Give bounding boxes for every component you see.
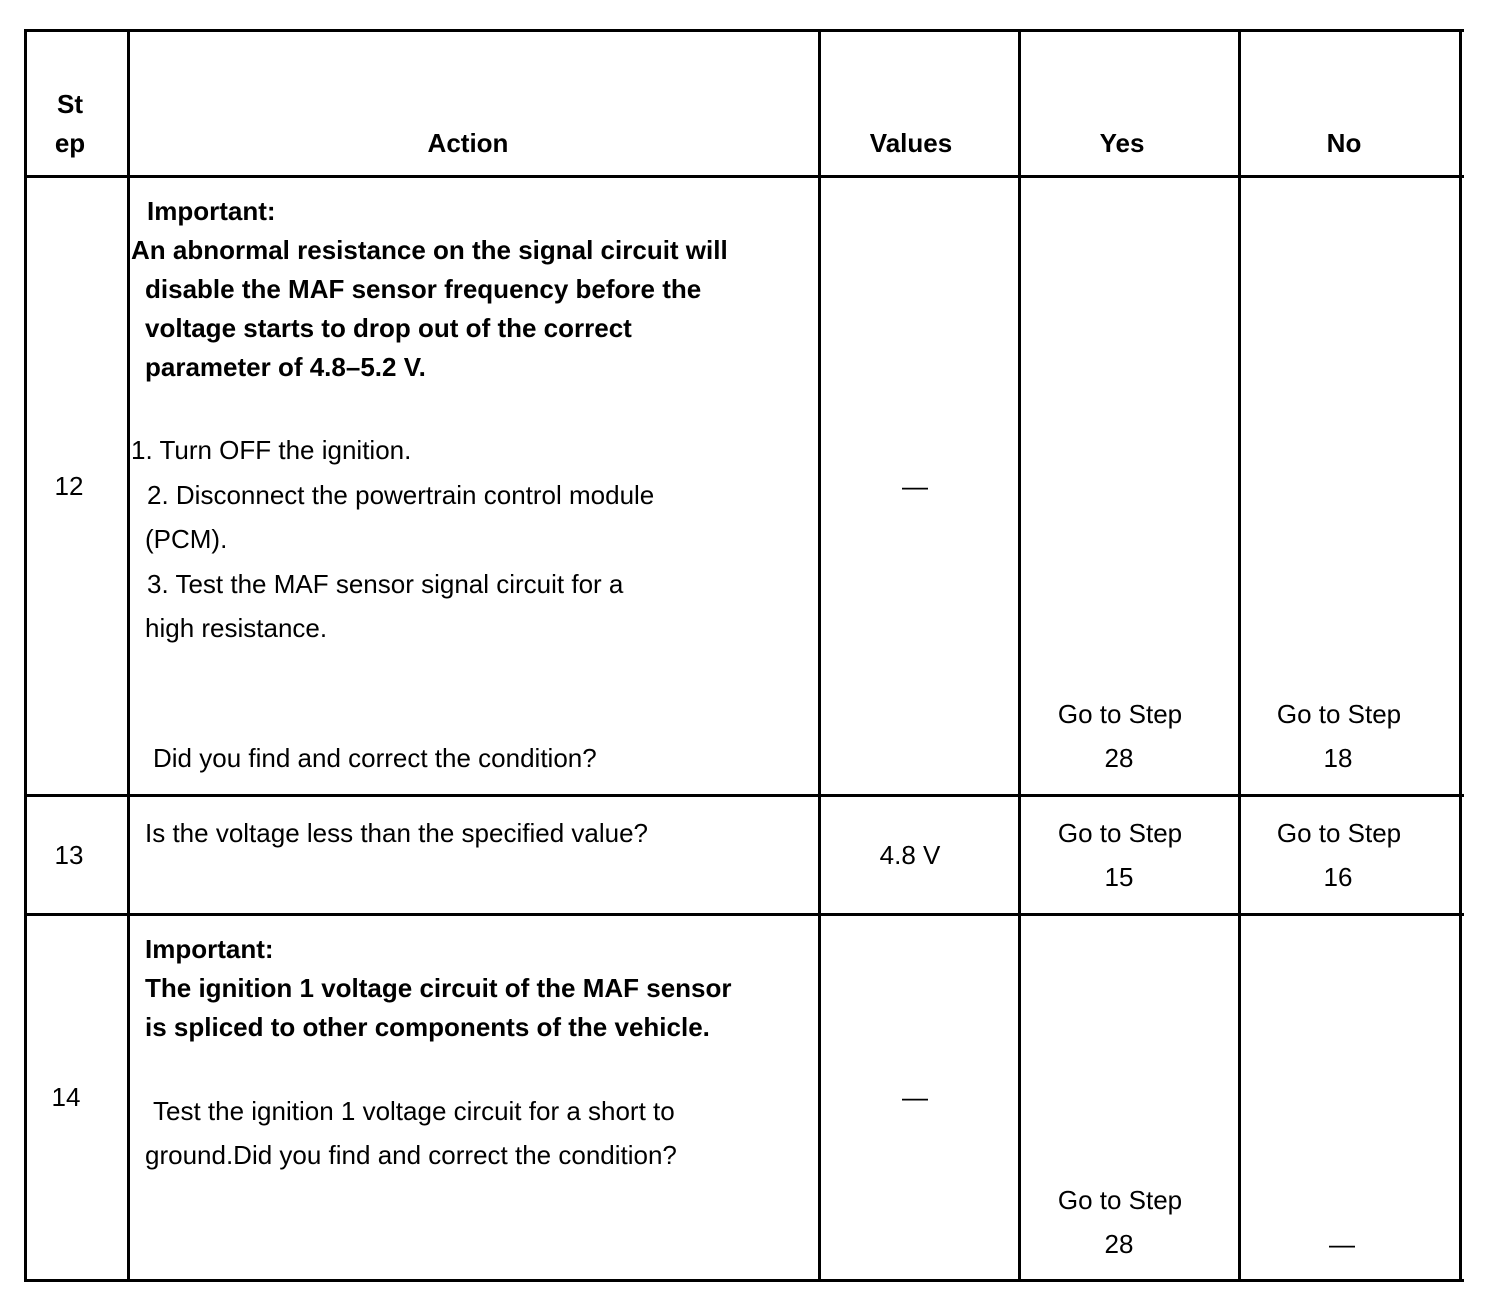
row-divider [24, 913, 1464, 916]
header-step-line2: ep [54, 128, 86, 158]
row-divider [24, 794, 1464, 797]
column-divider [818, 29, 821, 1282]
procedure-step: (PCM). [145, 524, 228, 554]
value-cell: — [902, 1082, 928, 1112]
header-step-line1: St [57, 89, 83, 119]
question-text: Did you find and correct the condition? [153, 743, 597, 773]
important-text: voltage starts to drop out of the correct [145, 313, 632, 343]
table-border-top [24, 29, 1464, 32]
important-text: is spliced to other components of the vehicle. [145, 1012, 710, 1042]
no-goto: Go to Step [1276, 818, 1402, 848]
step-number: 12 [54, 471, 84, 501]
important-text: The ignition 1 voltage circuit of the MAF sensor [145, 973, 732, 1003]
procedure-step: 2. Disconnect the powertrain control module [147, 480, 655, 510]
yes-goto: Go to Step [1057, 1185, 1183, 1215]
table-border-left [24, 29, 27, 1282]
column-divider [1018, 29, 1021, 1282]
column-divider [1238, 29, 1241, 1282]
procedure-text: Test the ignition 1 voltage circuit for a short to [153, 1096, 675, 1126]
no-goto-step: 16 [1323, 862, 1353, 892]
important-text: parameter of 4.8–5.2 V. [145, 352, 426, 382]
header-yes: Yes [1099, 128, 1145, 158]
procedure-step: 3. Test the MAF sensor signal circuit for a [147, 569, 624, 599]
yes-goto-step: 28 [1104, 743, 1134, 773]
yes-goto-step: 28 [1104, 1229, 1134, 1259]
header-values: Values [869, 128, 953, 158]
yes-goto-step: 15 [1104, 862, 1134, 892]
important-title: Important: [145, 934, 274, 964]
important-title: Important: [147, 196, 276, 226]
step-number: 14 [51, 1082, 81, 1112]
value-cell: — [902, 471, 928, 501]
no-goto-step: 18 [1323, 743, 1353, 773]
value-cell: 4.8 V [879, 840, 941, 870]
column-divider [127, 29, 130, 1282]
question-text: Is the voltage less than the specified value? [145, 818, 648, 848]
procedure-step: high resistance. [145, 613, 328, 643]
procedure-text: ground.Did you find and correct the condition? [145, 1140, 677, 1170]
header-no: No [1326, 128, 1362, 158]
no-value: — [1329, 1229, 1355, 1259]
header-divider [24, 175, 1464, 178]
important-text: An abnormal resistance on the signal circuit will [131, 235, 728, 265]
step-number: 13 [54, 840, 84, 870]
no-goto: Go to Step [1276, 699, 1402, 729]
header-action: Action [427, 128, 509, 158]
table-border-right [1459, 29, 1462, 1282]
important-text: disable the MAF sensor frequency before the [145, 274, 702, 304]
yes-goto: Go to Step [1057, 699, 1183, 729]
procedure-step: 1. Turn OFF the ignition. [131, 435, 412, 465]
yes-goto: Go to Step [1057, 818, 1183, 848]
table-border-bottom [24, 1279, 1464, 1282]
